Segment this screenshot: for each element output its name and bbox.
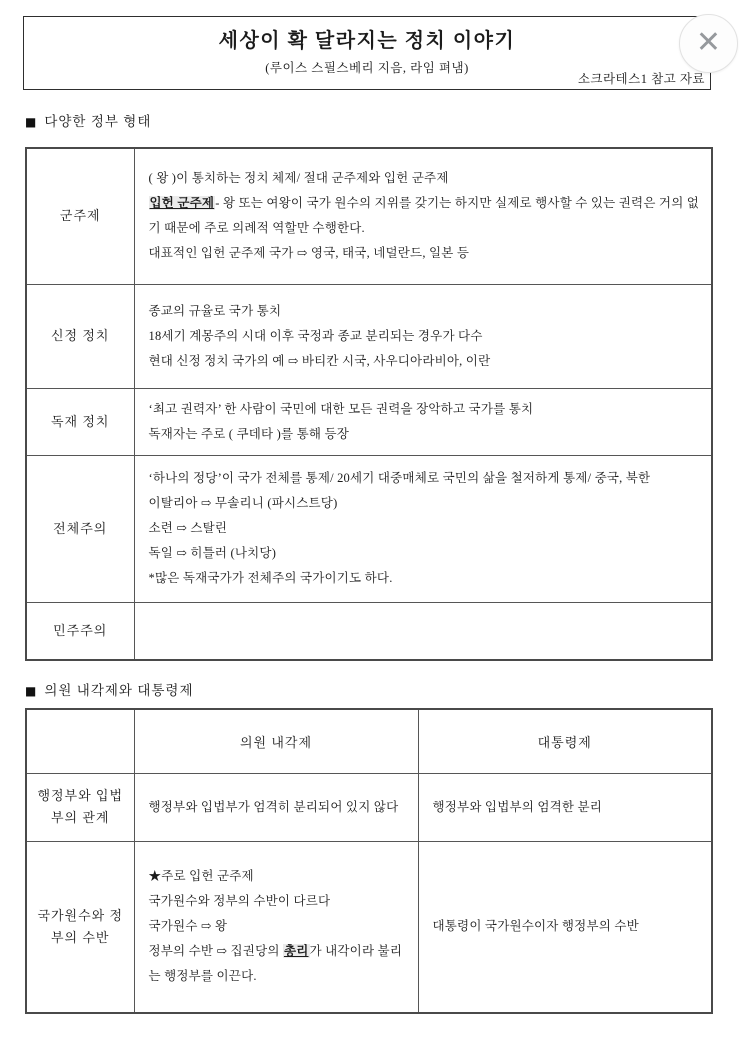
text-line: 국가원수와 정부의 수반이 다르다 [148,894,331,909]
text-line: ★주로 입헌 군주제 [148,869,254,884]
section-heading-text: 다양한 정부 형태 [44,114,152,129]
close-icon: ✕ [695,24,722,60]
section-heading-systems [25,679,194,699]
row-label-head-of-state: 국가원수와 정부의 수반 [26,841,134,1013]
text-line: ‘하나의 정당’이 국가 전체를 통제/ 20세기 대중매체로 국민의 삶을 철저하게 통제/ 중국, 북한 [148,471,651,485]
corner-cell [26,709,134,773]
row-label-dictatorship: 독재 정치 [26,388,134,455]
cell-head-of-state-parliamentary [134,841,418,1013]
text-segment: 정부의 수반 ⇨ 집권당의 [148,944,283,959]
text-line: 대표적인 입헌 군주제 국가 ⇨ 영국, 태국, 네덜란드, 일본 등 [148,246,470,261]
row-content-theocracy [134,284,712,388]
table-row-theocracy [26,284,712,388]
text-line: 행정부와 입법부가 엄격히 분리되어 있지 않다 [148,799,399,814]
row-label-totalitarianism: 전체주의 [26,455,134,602]
text-line: 18세기 계몽주의 시대 이후 국정과 종교 분리되는 경우가 다수 [148,328,483,343]
row-content-totalitarianism [134,455,712,602]
systems-comparison-table [25,708,713,1014]
text-segment: 가 내각이라 불리는 행정부를 이끈다. [148,944,403,984]
row-content-monarchy [134,148,712,284]
square-bullet-icon: ■ [25,115,38,129]
emphasized-term: 입헌 군주제 [149,196,215,211]
row-content-dictatorship [134,388,712,455]
table-row-head-of-state [26,841,712,1013]
table-row-totalitarianism [26,455,712,602]
row-content-democracy [134,602,712,660]
cell-head-of-state-presidential [418,841,712,1013]
cell-relationship-parliamentary [134,773,418,841]
row-label-monarchy: 군주제 [26,148,134,284]
table-row-monarchy [26,148,712,284]
text-line: 국가원수 ⇨ 왕 [148,919,228,934]
page-title: 세상이 확 달라지는 정치 이야기 [218,30,516,52]
text-line [149,939,408,989]
text-line [149,191,702,241]
title-box [23,16,711,90]
column-header-parliamentary: 의원 내각제 [134,709,418,773]
text-line: 소련 ⇨ 스탈린 [148,521,228,535]
close-button[interactable] [679,14,738,73]
table-row-relationship [26,773,712,841]
text-segment: - 왕 또는 여왕이 국가 원수의 지위를 갖기는 하지만 실제로 행사할 수 있는 권력은 거의 없기 때문에 주로 의례적 역할만 수행한다. [148,196,700,236]
reference-note: 소크라테스1 참고 자료 [577,72,705,86]
government-forms-table [25,147,713,661]
table-header-row [26,709,712,773]
row-label-democracy: 민주주의 [26,602,134,660]
cell-relationship-presidential [418,773,712,841]
text-line: 행정부와 입법부의 엄격한 분리 [432,799,603,814]
page-subtitle: (루이스 스필스베리 지음, 라임 펴냄) [265,61,469,75]
row-label-relationship: 행정부와 입법부의 관계 [26,773,134,841]
text-line: *많은 독재국가가 전체주의 국가이기도 하다. [148,571,393,585]
row-label-theocracy: 신정 정치 [26,284,134,388]
column-header-presidential: 대통령제 [418,709,712,773]
section-heading-government [25,110,151,130]
text-line: ( 왕 )이 통치하는 정치 체제/ 절대 군주제와 입헌 군주제 [148,171,449,186]
text-line: 현대 신정 정치 국가의 예 ⇨ 바티칸 시국, 사우디아라비아, 이란 [148,353,491,368]
text-line: 대통령이 국가원수이자 행정부의 수반 [432,919,639,934]
section-heading-text: 의원 내각제와 대통령제 [44,683,194,698]
table-row-democracy [26,602,712,660]
table-row-dictatorship [26,388,712,455]
text-line: 독재자는 주로 ( 쿠데타 )를 통해 등장 [148,426,350,441]
square-bullet-icon: ■ [25,684,38,698]
emphasized-term: 총리 [283,944,309,959]
text-line: 독일 ⇨ 히틀러 (나치당) [148,546,277,560]
text-line: 종교의 규율로 국가 통치 [148,303,282,318]
text-line: 이탈리아 ⇨ 무솔리니 (파시스트당) [148,496,338,510]
text-line: ‘최고 권력자’ 한 사람이 국민에 대한 모든 권력을 장악하고 국가를 통치 [148,401,534,416]
